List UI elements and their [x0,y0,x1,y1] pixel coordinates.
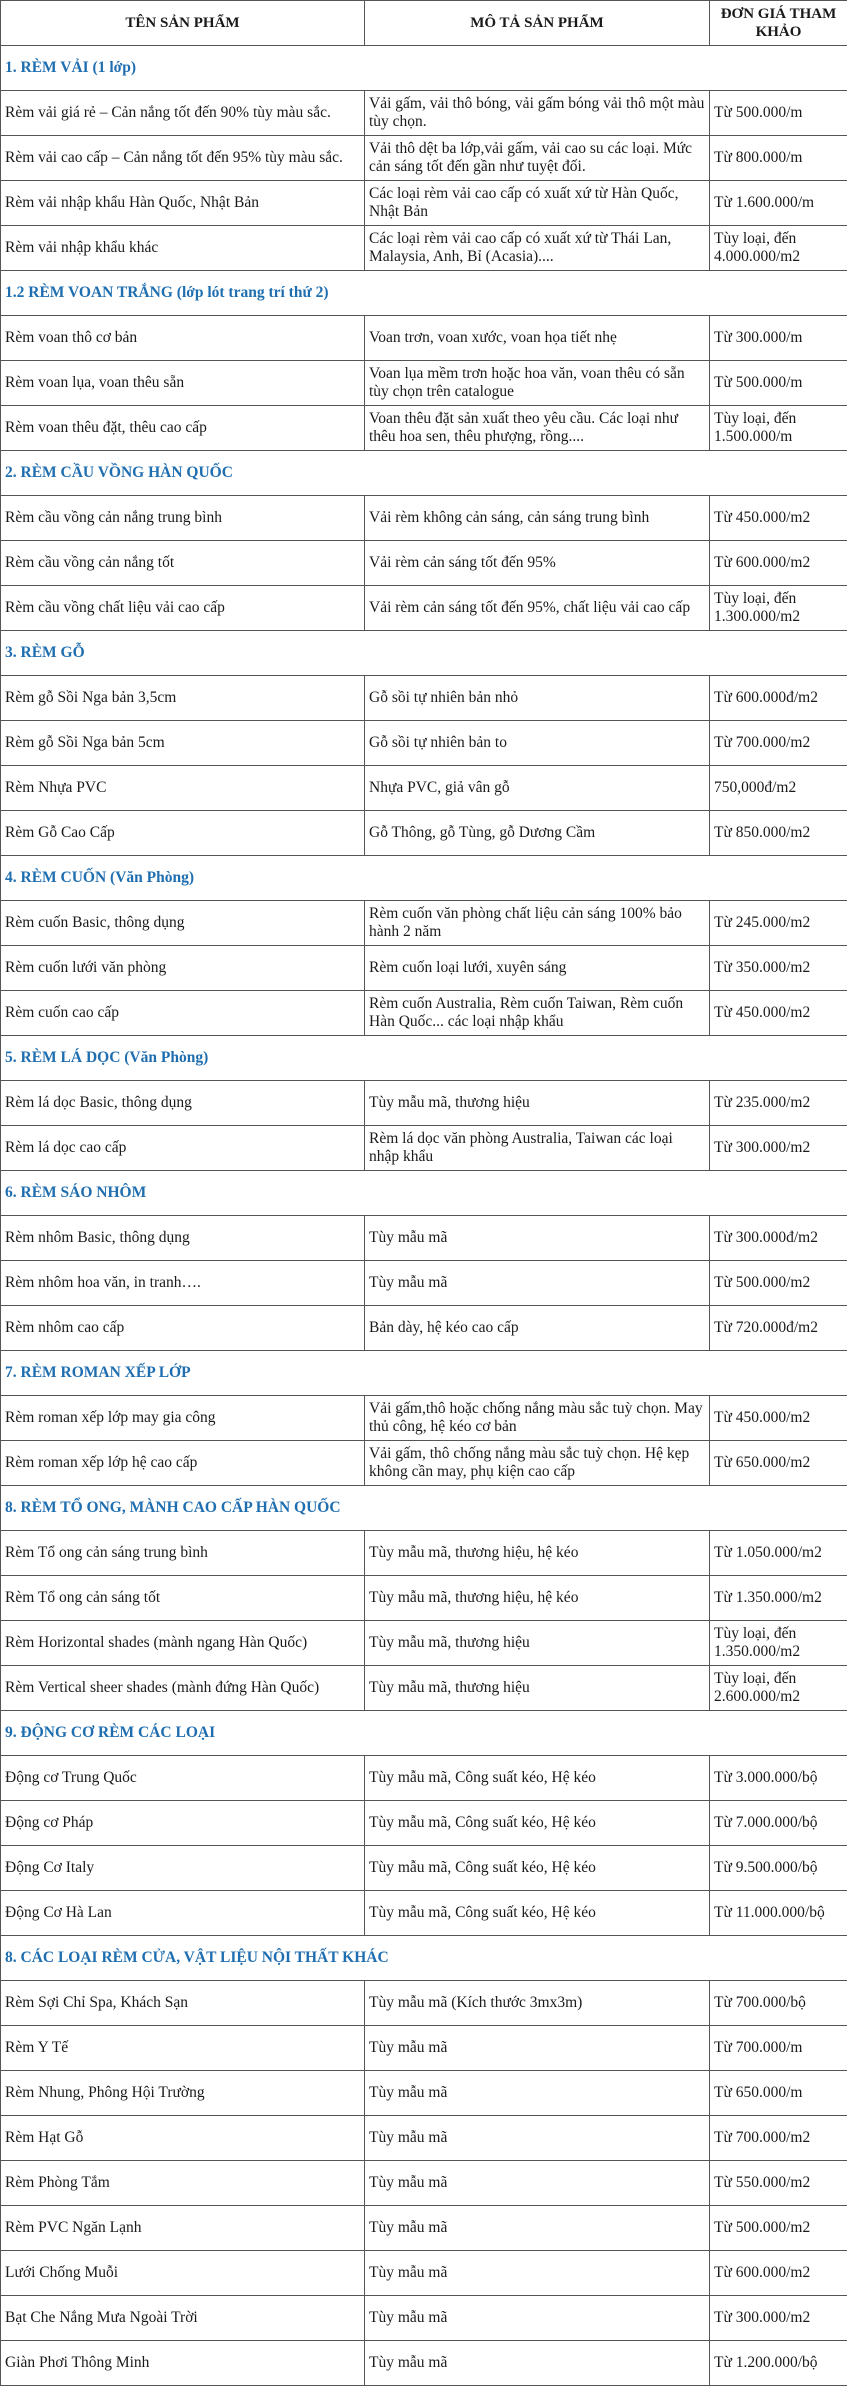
product-price-cell: Từ 700.000/bộ [710,1981,847,2026]
product-description-cell: Tùy mẫu mã [365,2116,710,2161]
product-price-cell: Từ 700.000/m2 [710,721,847,766]
product-name-cell: Động cơ Pháp [1,1801,365,1846]
product-price-cell: Từ 300.000/m2 [710,2296,847,2341]
table-row [1,2026,847,2071]
table-row [1,1801,847,1846]
product-description-cell: Tùy mẫu mã, Công suất kéo, Hệ kéo [365,1801,710,1846]
product-price-cell: Từ 600.000/m2 [710,541,847,586]
table-header-row [1,1,847,46]
table-row [1,1081,847,1126]
table-row [1,811,847,856]
table-row [1,2161,847,2206]
product-description-cell: Tùy mẫu mã, thương hiệu [365,1666,710,1711]
product-name-cell: Rèm roman xếp lớp may gia công [1,1396,365,1441]
product-name-cell: Rèm Nhung, Phông Hội Trường [1,2071,365,2116]
table-row [1,361,847,406]
product-name-cell: Giàn Phơi Thông Minh [1,2341,365,2386]
product-description-cell: Tùy mẫu mã [365,2206,710,2251]
product-name-cell: Rèm Sợi Chỉ Spa, Khách Sạn [1,1981,365,2026]
product-description-cell: Voan thêu đặt sản xuất theo yêu cầu. Các loại như thêu hoa sen, thêu phượng, rồng.... [365,406,710,451]
table-row [1,2296,847,2341]
product-name-cell: Rèm gỗ Sồi Nga bản 5cm [1,721,365,766]
section-title: 1. RÈM VẢI (1 lớp) [1,46,847,91]
table-row [1,181,847,226]
table-row [1,1441,847,1486]
table-row [1,91,847,136]
table-row [1,1891,847,1936]
product-description-cell: Voan trơn, voan xước, voan họa tiết nhẹ [365,316,710,361]
product-description-cell: Tùy mẫu mã [365,2071,710,2116]
table-row [1,721,847,766]
table-row [1,406,847,451]
product-description-cell: Tùy mẫu mã [365,2026,710,2071]
table-row [1,496,847,541]
table-row [1,226,847,271]
product-description-cell: Tùy mẫu mã, thương hiệu [365,1621,710,1666]
product-description-cell: Tùy mẫu mã, Công suất kéo, Hệ kéo [365,1846,710,1891]
section-header-row [1,1351,847,1396]
product-price-cell: Tùy loại, đến 1.300.000/m2 [710,586,847,631]
product-description-cell: Các loại rèm vải cao cấp có xuất xứ từ Thái Lan, Malaysia, Anh, Bỉ (Acasia).... [365,226,710,271]
product-description-cell: Tùy mẫu mã [365,2296,710,2341]
product-price-cell: Từ 500.000/m [710,91,847,136]
table-row [1,1396,847,1441]
section-title: 7. RÈM ROMAN XẾP LỚP [1,1351,847,1396]
table-row [1,1576,847,1621]
table-row [1,2206,847,2251]
product-name-cell: Rèm PVC Ngăn Lạnh [1,2206,365,2251]
product-price-cell: Từ 300.000/m2 [710,1126,847,1171]
product-description-cell: Tùy mẫu mã, thương hiệu, hệ kéo [365,1576,710,1621]
table-row [1,586,847,631]
product-price-cell: Từ 300.000đ/m2 [710,1216,847,1261]
product-description-cell: Tùy mẫu mã, Công suất kéo, Hệ kéo [365,1891,710,1936]
product-price-cell: Từ 7.000.000/bộ [710,1801,847,1846]
table-row [1,2116,847,2161]
product-name-cell: Rèm cuốn cao cấp [1,991,365,1036]
product-price-cell: Tùy loại, đến 1.350.000/m2 [710,1621,847,1666]
product-name-cell: Rèm cuốn lưới văn phòng [1,946,365,991]
product-name-cell: Rèm nhôm cao cấp [1,1306,365,1351]
section-title: 2. RÈM CẦU VỒNG HÀN QUỐC [1,451,847,496]
section-header-row [1,451,847,496]
product-name-cell: Rèm roman xếp lớp hệ cao cấp [1,1441,365,1486]
product-price-cell: Từ 600.000/m2 [710,2251,847,2296]
product-name-cell: Lưới Chống Muỗi [1,2251,365,2296]
product-price-cell: Từ 350.000/m2 [710,946,847,991]
product-description-cell: Gỗ sồi tự nhiên bản nhỏ [365,676,710,721]
product-price-cell: Từ 850.000/m2 [710,811,847,856]
product-description-cell: Gỗ sồi tự nhiên bản to [365,721,710,766]
product-description-cell: Nhựa PVC, giả vân gỗ [365,766,710,811]
product-name-cell: Động Cơ Italy [1,1846,365,1891]
product-price-cell: Từ 650.000/m [710,2071,847,2116]
section-title: 8. RÈM TỔ ONG, MÀNH CAO CẤP HÀN QUỐC [1,1486,847,1531]
product-description-cell: Vải gấm,thô hoặc chống nắng màu sắc tuỳ chọn. May thủ công, hệ kéo cơ bản [365,1396,710,1441]
table-row [1,2251,847,2296]
product-name-cell: Rèm cầu vồng cản nắng trung bình [1,496,365,541]
product-price-cell: Từ 650.000/m2 [710,1441,847,1486]
product-name-cell: Rèm nhôm Basic, thông dụng [1,1216,365,1261]
table-row [1,316,847,361]
table-row [1,1756,847,1801]
product-description-cell: Vải rèm cản sáng tốt đến 95%, chất liệu vải cao cấp [365,586,710,631]
table-row [1,2071,847,2116]
table-row [1,1621,847,1666]
section-header-row [1,1036,847,1081]
table-row [1,1666,847,1711]
product-description-cell: Rèm cuốn loại lưới, xuyên sáng [365,946,710,991]
product-name-cell: Rèm cuốn Basic, thông dụng [1,901,365,946]
product-name-cell: Rèm voan lụa, voan thêu sẵn [1,361,365,406]
product-price-cell: Từ 245.000/m2 [710,901,847,946]
table-row [1,991,847,1036]
table-row [1,1261,847,1306]
section-header-row [1,631,847,676]
table-body [1,46,847,2386]
product-name-cell: Rèm cầu vồng chất liệu vải cao cấp [1,586,365,631]
product-name-cell: Rèm Horizontal shades (mành ngang Hàn Quốc) [1,1621,365,1666]
product-name-cell: Động Cơ Hà Lan [1,1891,365,1936]
table-row [1,2341,847,2386]
table-row [1,541,847,586]
product-price-cell: Tùy loại, đến 1.500.000/m [710,406,847,451]
product-price-cell: Từ 300.000/m [710,316,847,361]
product-description-cell: Tùy mẫu mã, thương hiệu [365,1081,710,1126]
product-name-cell: Rèm voan thô cơ bản [1,316,365,361]
product-price-cell: Từ 600.000đ/m2 [710,676,847,721]
product-name-cell: Rèm Y Tế [1,2026,365,2071]
product-description-cell: Rèm cuốn Australia, Rèm cuốn Taiwan, Rèm cuốn Hàn Quốc... các loại nhập khẩu [365,991,710,1036]
product-description-cell: Tùy mẫu mã [365,2341,710,2386]
section-header-row [1,856,847,901]
product-price-cell: Từ 550.000/m2 [710,2161,847,2206]
product-description-cell: Vải thô dệt ba lớp,vải gấm, vải cao su các loại. Mức cản sáng tốt đến gần như tuyệt đối. [365,136,710,181]
product-price-cell: 750,000đ/m2 [710,766,847,811]
product-name-cell: Bạt Che Nắng Mưa Ngoài Trời [1,2296,365,2341]
product-name-cell: Rèm lá dọc Basic, thông dụng [1,1081,365,1126]
table-row [1,1981,847,2026]
product-name-cell: Rèm gỗ Sồi Nga bản 3,5cm [1,676,365,721]
section-header-row [1,1711,847,1756]
product-price-cell: Tùy loại, đến 2.600.000/m2 [710,1666,847,1711]
section-title: 8. CÁC LOẠI RÈM CỬA, VẬT LIỆU NỘI THẤT KHÁC [1,1936,847,1981]
product-name-cell: Rèm Vertical sheer shades (mành đứng Hàn Quốc) [1,1666,365,1711]
product-description-cell: Vải gấm, vải thô bóng, vải gấm bóng vải thô một màu tùy chọn. [365,91,710,136]
product-price-cell: Từ 700.000/m [710,2026,847,2071]
product-name-cell: Rèm vải nhập khẩu khác [1,226,365,271]
product-name-cell: Rèm nhôm hoa văn, in tranh…. [1,1261,365,1306]
product-name-cell: Rèm vải giá rẻ – Cản nắng tốt đến 90% tùy màu sắc. [1,91,365,136]
table-row [1,901,847,946]
product-description-cell: Tùy mẫu mã (Kích thước 3mx3m) [365,1981,710,2026]
product-price-cell: Từ 9.500.000/bộ [710,1846,847,1891]
product-description-cell: Vải rèm cản sáng tốt đến 95% [365,541,710,586]
product-description-cell: Voan lụa mềm trơn hoặc hoa văn, voan thêu có sẵn tùy chọn trên catalogue [365,361,710,406]
product-price-cell: Từ 450.000/m2 [710,496,847,541]
table-row [1,766,847,811]
table-row [1,1531,847,1576]
section-title: 3. RÈM GỖ [1,631,847,676]
product-name-cell: Rèm Nhựa PVC [1,766,365,811]
product-description-cell: Rèm lá dọc văn phòng Australia, Taiwan các loại nhập khẩu [365,1126,710,1171]
section-title: 6. RÈM SÁO NHÔM [1,1171,847,1216]
table-row [1,1846,847,1891]
product-name-cell: Rèm lá dọc cao cấp [1,1126,365,1171]
header-description: MÔ TẢ SẢN PHẨM [365,1,710,46]
product-name-cell: Rèm Gỗ Cao Cấp [1,811,365,856]
product-price-cell: Từ 11.000.000/bộ [710,1891,847,1936]
section-title: 5. RÈM LÁ DỌC (Văn Phòng) [1,1036,847,1081]
section-title: 1.2 RÈM VOAN TRẮNG (lớp lót trang trí thứ 2) [1,271,847,316]
table-row [1,676,847,721]
table-row [1,946,847,991]
product-price-cell: Từ 235.000/m2 [710,1081,847,1126]
product-name-cell: Rèm Hạt Gỗ [1,2116,365,2161]
product-price-cell: Từ 500.000/m [710,361,847,406]
table-row [1,1306,847,1351]
section-header-row [1,1936,847,1981]
product-name-cell: Rèm vải nhập khẩu Hàn Quốc, Nhật Bản [1,181,365,226]
product-price-cell: Từ 1.350.000/m2 [710,1576,847,1621]
header-price: ĐƠN GIÁ THAM KHẢO [710,1,847,46]
product-description-cell: Tùy mẫu mã, Công suất kéo, Hệ kéo [365,1756,710,1801]
product-price-cell: Từ 1.600.000/m [710,181,847,226]
product-name-cell: Rèm Phòng Tắm [1,2161,365,2206]
product-price-cell: Từ 800.000/m [710,136,847,181]
section-header-row [1,1171,847,1216]
product-price-cell: Từ 700.000/m2 [710,2116,847,2161]
product-name-cell: Động cơ Trung Quốc [1,1756,365,1801]
product-price-cell: Từ 500.000/m2 [710,1261,847,1306]
product-description-cell: Vải rèm không cản sáng, cản sáng trung bình [365,496,710,541]
product-description-cell: Vải gấm, thô chống nắng màu sắc tuỳ chọn. Hệ kẹp không cần may, phụ kiện cao cấp [365,1441,710,1486]
section-header-row [1,271,847,316]
header-product: TÊN SẢN PHẨM [1,1,365,46]
product-price-cell: Từ 450.000/m2 [710,1396,847,1441]
product-price-cell: Từ 720.000đ/m2 [710,1306,847,1351]
product-price-cell: Tùy loại, đến 4.000.000/m2 [710,226,847,271]
product-price-cell: Từ 500.000/m2 [710,2206,847,2251]
product-name-cell: Rèm Tổ ong cản sáng tốt [1,1576,365,1621]
product-price-cell: Từ 3.000.000/bộ [710,1756,847,1801]
product-description-cell: Tùy mẫu mã, thương hiệu, hệ kéo [365,1531,710,1576]
product-description-cell: Bản dày, hệ kéo cao cấp [365,1306,710,1351]
product-description-cell: Tùy mẫu mã [365,2161,710,2206]
product-price-cell: Từ 1.200.000/bộ [710,2341,847,2386]
section-title: 9. ĐỘNG CƠ RÈM CÁC LOẠI [1,1711,847,1756]
product-name-cell: Rèm cầu vồng cản nắng tốt [1,541,365,586]
table-row [1,136,847,181]
table-row [1,1216,847,1261]
product-description-cell: Tùy mẫu mã [365,1261,710,1306]
product-name-cell: Rèm Tổ ong cản sáng trung bình [1,1531,365,1576]
product-price-cell: Từ 1.050.000/m2 [710,1531,847,1576]
product-description-cell: Gỗ Thông, gỗ Tùng, gỗ Dương Cầm [365,811,710,856]
product-description-cell: Các loại rèm vải cao cấp có xuất xứ từ Hàn Quốc, Nhật Bản [365,181,710,226]
table-row [1,1126,847,1171]
section-header-row [1,1486,847,1531]
product-price-cell: Từ 450.000/m2 [710,991,847,1036]
product-description-cell: Tùy mẫu mã [365,1216,710,1261]
product-description-cell: Tùy mẫu mã [365,2251,710,2296]
product-description-cell: Rèm cuốn văn phòng chất liệu cản sáng 100% bảo hành 2 năm [365,901,710,946]
product-name-cell: Rèm vải cao cấp – Cản nắng tốt đến 95% tùy màu sắc. [1,136,365,181]
product-name-cell: Rèm voan thêu đặt, thêu cao cấp [1,406,365,451]
section-title: 4. RÈM CUỐN (Văn Phòng) [1,856,847,901]
section-header-row [1,46,847,91]
